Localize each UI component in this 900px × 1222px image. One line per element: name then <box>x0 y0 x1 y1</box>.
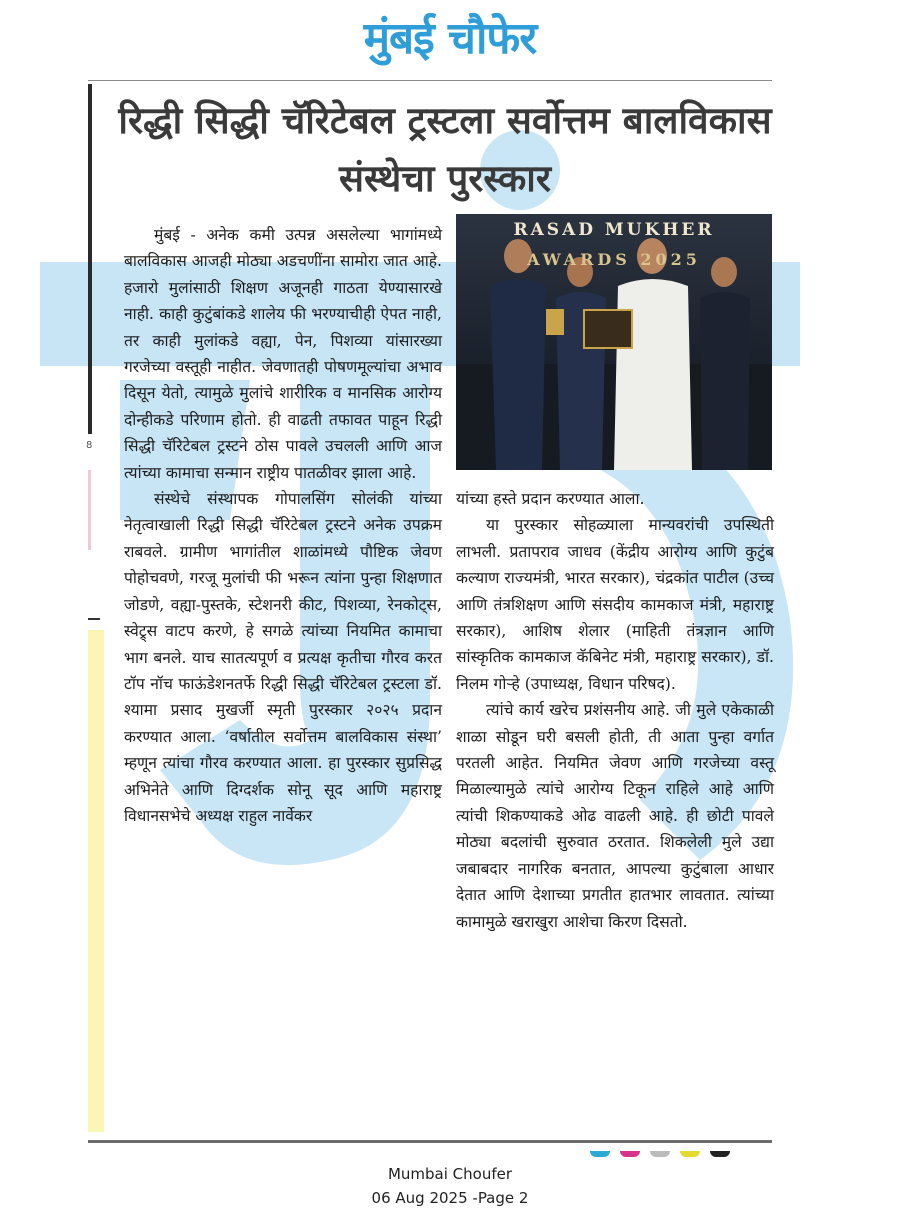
article-paragraph: यांच्या हस्ते प्रदान करण्यात आला. <box>456 490 645 508</box>
side-page-mark: 8 <box>86 440 93 451</box>
article-paragraph: या पुरस्कार सोहळ्याला मान्यवरांची उपस्थिती लाभली. प्रतापराव जाधव (केंद्रीय आरोग्य आणि कुटुंब कल्याण राज्यमंत्री, भारत सरकार), चंद्रकांत पाटील (उच्च आणि तंत्रशिक्षण आणि संसदीय कामकाज मंत्री, महाराष्ट्र सरकार), आशिष शेलार (माहिती तंत्रज्ञान आणि सांस्कृतिक कामकाज कॅबिनेट मंत्री, महाराष्ट्र सरकार), डॉ. निलम गोऱ्हे (उपाध्यक्ष, विधान परिषद). <box>456 516 774 693</box>
article-paragraph: त्यांचे कार्य खरेच प्रशंसनीय आहे. जी मुले एकेकाळी शाळा सोडून घरी बसली होती, ती आता पुन्हा वर्गात परतली आहेत. नियमित जेवण आणि गरजेच्या वस्तू मिळाल्यामुळे त्यांचे आरोग्य टिकून राहिले आहे आणि त्यांची शिकण्याकडे ओढ वाढली आहे. ही छोटी पावले मोठ्या बदलांची सुरुवात ठरतात. शिकलेली मुले उद्या जबाबदार नागरिक बनतात, आपल्या कुटुंबाला आधार देतात आणि देशाच्या प्रगतीत हातभार लावतात. त्यांच्या कामामुळे खराखुरा आशेचा किरण दिसतो. <box>456 701 774 931</box>
margin-color-strip <box>88 470 91 550</box>
left-margin-bar <box>88 84 92 434</box>
margin-highlight-strip <box>88 630 104 1132</box>
footer-date-page: 06 Aug 2025 -Page 2 <box>371 1189 529 1207</box>
award-ceremony-photo <box>456 214 772 470</box>
page-footer <box>0 1162 900 1210</box>
article-paragraph: संस्थेचे संस्थापक गोपालसिंग सोलंकी यांच्या नेतृत्वाखाली रिद्धी सिद्धी चॅरिटेबल ट्रस्टने अनेक उपक्रम राबवले. ग्रामीण भागांतील शाळांमध्ये पौष्टिक जेवण पोहोचवणे, गरजू मुलांची फी भरून त्यांना पुन्हा शिक्षणात जोडणे, वह्या-पुस्तके, स्टेशनरी कीट, पिशव्या, रेनकोट्स, स्वेट्र्स वाटप करणे, हे सगळे त्यांच्या नियमित कामाचा भाग बनले. याच सातत्यपूर्ण व प्रत्यक्ष कृतीचा गौरव करत टॉप नॉच फाऊंडेशनतर्फे रिद्धी सिद्धी चॅरिटेबल ट्रस्टला डॉ. श्यामा प्रसाद मुखर्जी स्मृती पुरस्कार २०२५ प्रदान करण्यात आला. ‘वर्षातील सर्वोत्तम बालविकास संस्था’ म्हणून त्यांचा गौरव करण्यात आला. हा पुरस्कार सुप्रसिद्ध अभिनेते आणि दिग्दर्शक सोनू सूद आणि महाराष्ट्र विधानसभेचे अध्यक्ष राहुल नार्वेकर <box>124 490 442 825</box>
margin-dash <box>88 618 100 620</box>
top-divider <box>88 80 772 81</box>
photo-banner-subtext: AWARDS 2025 <box>527 250 701 269</box>
newspaper-masthead: मुंबई चौफेर <box>363 13 537 64</box>
article-column-right <box>456 486 774 935</box>
article-headline: रिद्धी सिद्धी चॅरिटेबल ट्रस्टला सर्वोत्तम बालविकास संस्थेचा पुरस्कार <box>118 99 772 200</box>
print-registration-marks <box>590 1142 770 1150</box>
footer-publication: Mumbai Choufer <box>387 1165 513 1183</box>
photo-banner-text: RASAD MUKHER <box>513 220 715 240</box>
article-paragraph: मुंबई - अनेक कमी उत्पन्न असलेल्या भागांमध्ये बालविकास आजही मोठ्या अडचणींना सामोरा जात आहे. हजारो मुलांसाठी शिक्षण अजूनही गाठता येण्यासारखे नाही. काही कुटुंबांकडे शालेय फी भरण्याचीही ऐपत नाही, तर काही मुलांकडे वह्या, पेन, पिशव्या यांसारख्या गरजेच्या वस्तूही नाहीत. जेवणातही पोषणमूल्यांचा अभाव दिसून येतो, त्यामुळे मुलांचे शारीरिक व मानसिक आरोग्य दोन्हीकडे परिणाम होतो. ही वाढती तफावत पाहून रिद्धी सिद्धी चॅरिटेबल ट्रस्टने ठोस पावले उचलली आणि आज त्यांच्या कामाचा सन्मान राष्ट्रीय पातळीवर झाला आहे. <box>124 226 442 482</box>
article-column-left <box>124 222 442 829</box>
